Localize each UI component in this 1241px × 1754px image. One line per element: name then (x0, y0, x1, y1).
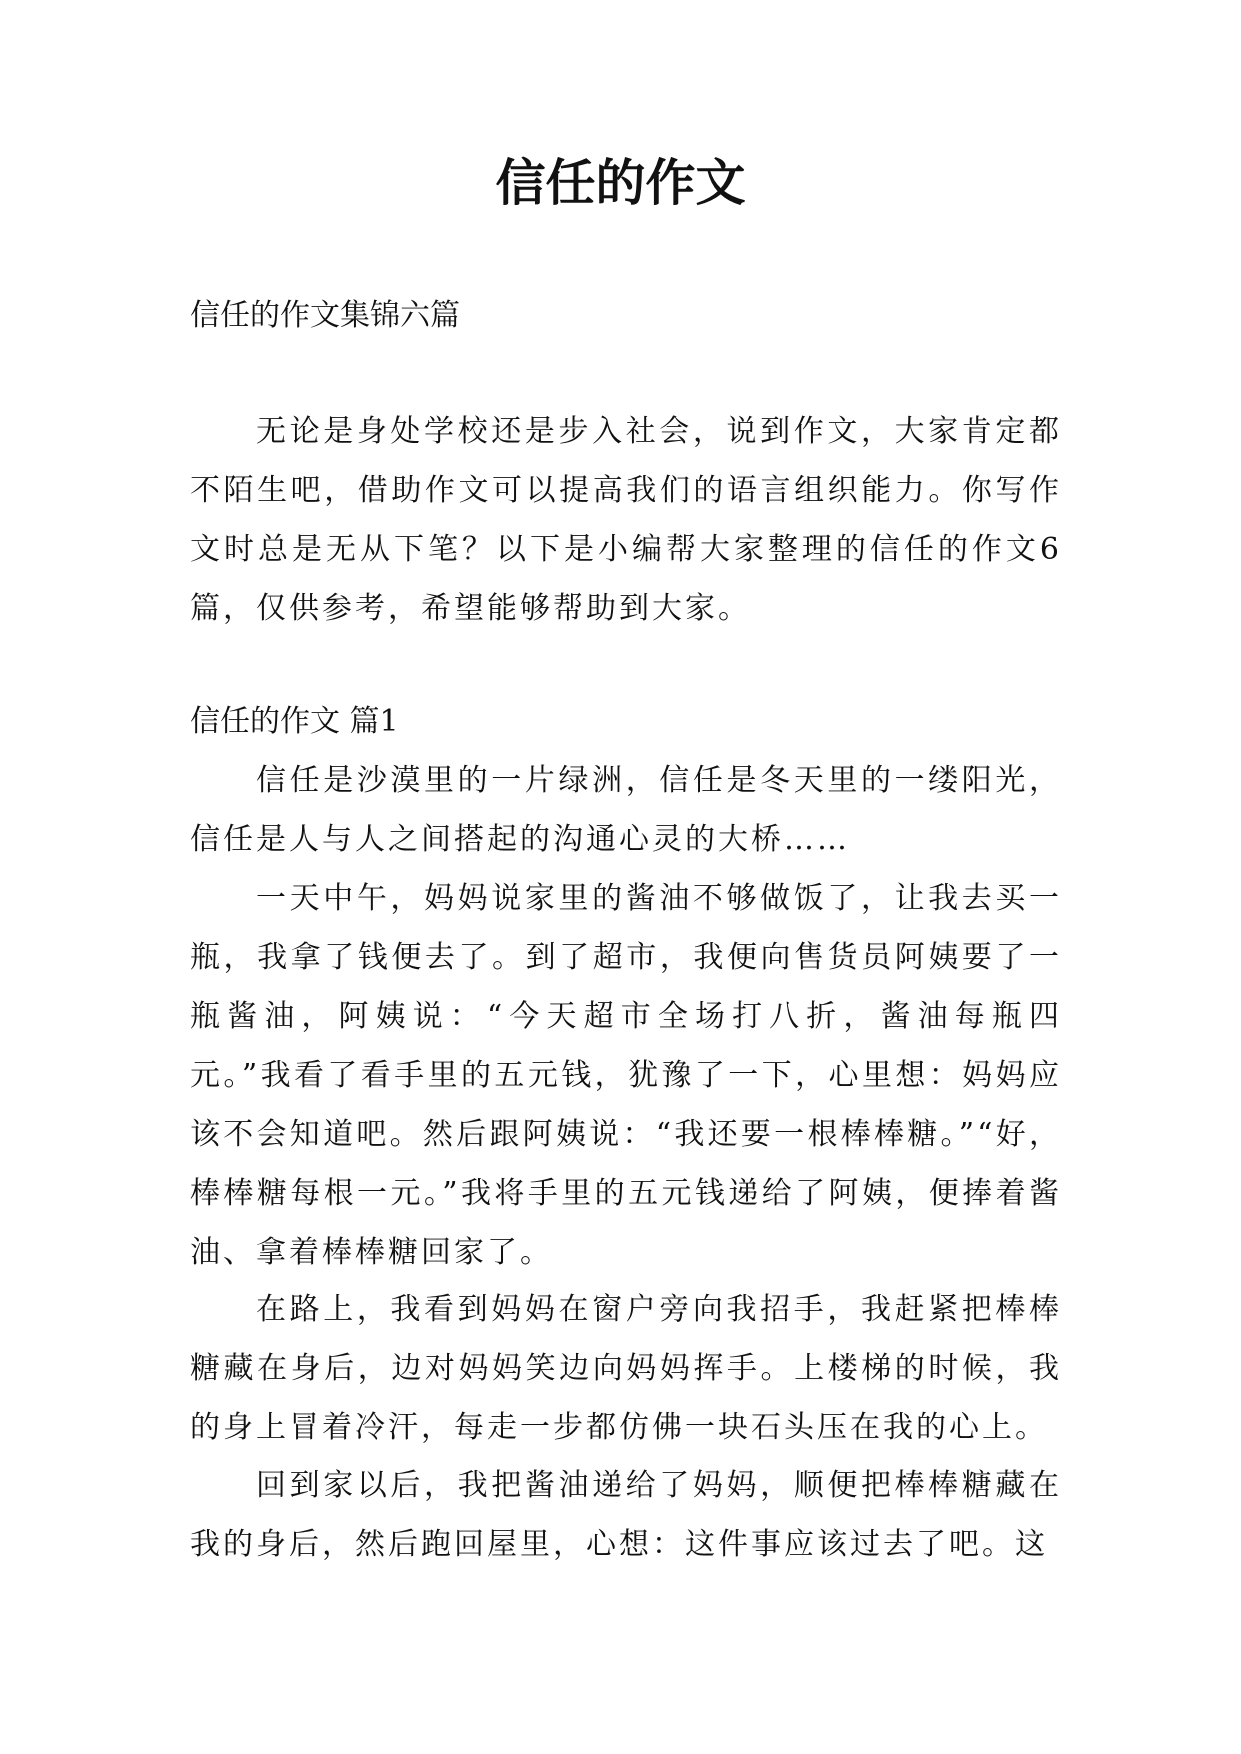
section-heading: 信任的作文 篇1 (190, 704, 399, 739)
document-title: 信任的作文 (495, 153, 746, 212)
body-paragraph-4: 回到家以后，我把酱油递给了妈妈，顺便把棒棒糖藏在我的身后，然后跑回屋里，心想：这件事应该过去了吧。这 (190, 1468, 1062, 1562)
intro-paragraph: 无论是身处学校还是步入社会，说到作文，大家肯定都不陌生吧，借助作文可以提高我们的语言组织能力。你写作文时总是无从下笔？以下是小编帮大家整理的信任的作文6篇，仅供参考，希望能够帮助到大家。 (190, 414, 1062, 626)
document-subtitle: 信任的作文集锦六篇 (190, 298, 460, 333)
body-paragraph-3: 在路上，我看到妈妈在窗户旁向我招手，我赶紧把棒棒糖藏在身后，边对妈妈笑边向妈妈挥手。上楼梯的时候，我的身上冒着冷汗，每走一步都仿佛一块石头压在我的心上。 (190, 1292, 1062, 1445)
body-paragraph-1: 信任是沙漠里的一片绿洲，信任是冬天里的一缕阳光，信任是人与人之间搭起的沟通心灵的大桥…… (190, 763, 1062, 857)
body-paragraph-2: 一天中午，妈妈说家里的酱油不够做饭了，让我去买一瓶，我拿了钱便去了。到了超市，我便向售货员阿姨要了一瓶酱油，阿姨说：“今天超市全场打八折，酱油每瓶四元。”我看了看手里的五元钱，犹豫了一下，心里想：妈妈应该不会知道吧。然后跟阿姨说：“我还要一根棒棒糖。”“好，棒棒糖每根一元。”我将手里的五元钱递给了阿姨，便捧着酱油、拿着棒棒糖回家了。 (190, 881, 1062, 1270)
